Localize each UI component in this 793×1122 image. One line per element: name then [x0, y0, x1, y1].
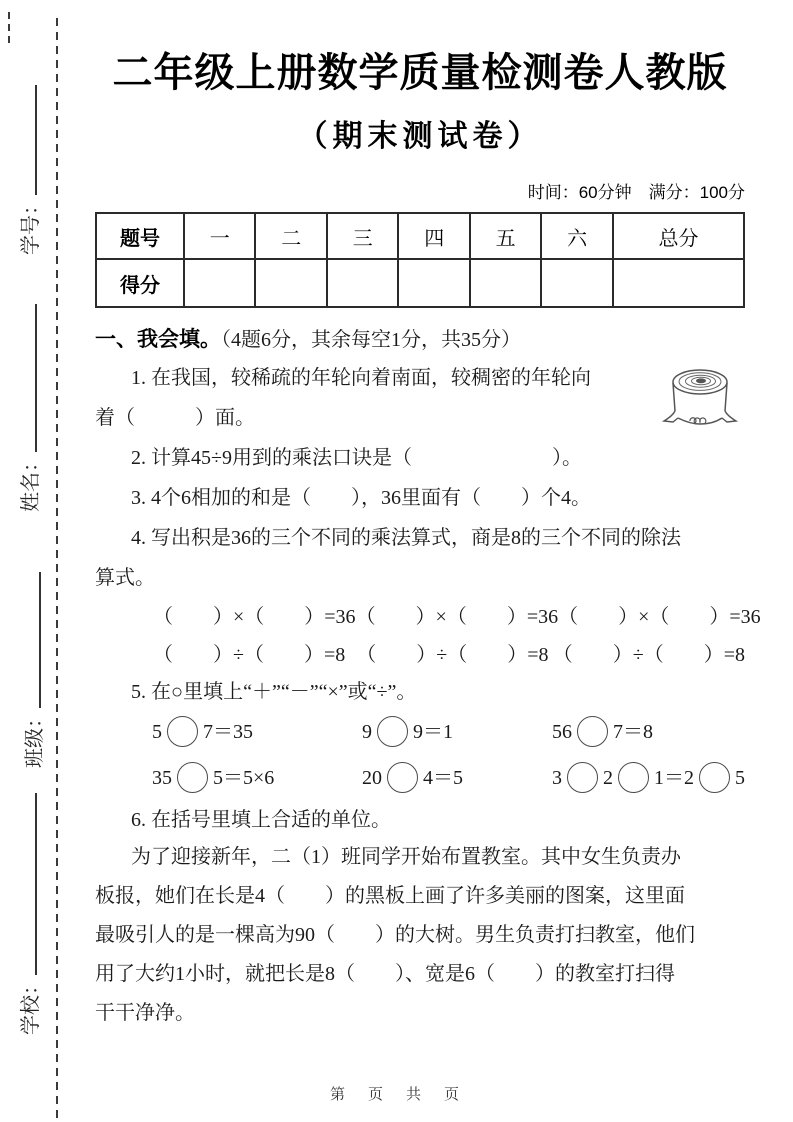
operator-equation: 20 4＝5: [362, 761, 552, 797]
score-header-cell: 五: [470, 213, 541, 259]
score-header-cell: 总分: [613, 213, 744, 259]
margin-field-student-id: [18, 85, 44, 255]
div-equation-blank[interactable]: （ ）÷（ ）=8: [356, 644, 549, 666]
score-header-cell: 六: [541, 213, 612, 259]
operator-circle-blank[interactable]: [177, 762, 208, 793]
page-title: 二年级上册数学质量检测卷人教版: [112, 51, 728, 95]
tree-stump-illustration: [657, 364, 743, 430]
exam-time-score-meta: 时间：60分钟 满分：100分: [527, 183, 745, 202]
operator-equation: 3 2 1＝2 5: [552, 761, 745, 797]
score-input-cell[interactable]: [398, 259, 469, 307]
mult-equation-blank[interactable]: （ ）×（ ）=36: [355, 606, 559, 628]
paragraph-line: 干干净净。: [95, 1002, 195, 1024]
operator-circle-blank[interactable]: [618, 762, 649, 793]
question-1-line-1: 1. 在我国，较稀疏的年轮向着南面，较稠密的年轮向: [131, 367, 591, 389]
school-label: 学校：: [20, 975, 42, 1035]
section-1-heading: [95, 326, 745, 354]
div-equation-blank[interactable]: （ ）÷（ ）=8: [552, 644, 745, 666]
question-1: [95, 358, 745, 438]
operator-circle-blank[interactable]: [387, 762, 418, 793]
operator-circle-blank[interactable]: [567, 762, 598, 793]
paragraph-line: 为了迎接新年，二（1）班同学开始布置教室。其中女生负责办: [131, 846, 681, 868]
class-blank-line[interactable]: [25, 572, 41, 708]
question-2: 2. 计算45÷9用到的乘法口诀是（ ）。: [131, 447, 582, 469]
score-table-score-row: [96, 259, 744, 307]
score-input-cell[interactable]: [184, 259, 255, 307]
margin-field-class: [22, 572, 48, 768]
operator-equation: 9 9＝1: [362, 715, 552, 751]
score-input-cell[interactable]: [255, 259, 326, 307]
section-1-title: 一、我会填。: [95, 328, 221, 351]
name-label: 姓名：: [20, 452, 42, 512]
section-1-note: （4题6分，其余每空1分，共35分）: [221, 329, 521, 351]
question-4-line-1: 4. 写出积是36的三个不同的乘法算式，商是8的三个不同的除法: [131, 527, 681, 549]
name-blank-line[interactable]: [21, 304, 37, 452]
div-equation-blank[interactable]: （ ）÷（ ）=8: [153, 644, 346, 666]
score-input-cell[interactable]: [613, 259, 744, 307]
paragraph-line: 板报，她们在长是4（ ）的黑板上画了许多美丽的图案，这里面: [95, 885, 685, 907]
score-header-cell: 四: [398, 213, 469, 259]
paragraph-line: 用了大约1小时，就把长是8（ ）、宽是6（ ）的教室打扫得: [95, 963, 675, 985]
question-5-row-1: [95, 710, 745, 756]
school-blank-line[interactable]: [21, 793, 37, 975]
score-input-cell[interactable]: [327, 259, 398, 307]
operator-equation: 35 5＝5×6: [152, 761, 362, 797]
class-label: 班级：: [24, 708, 46, 768]
seal-dashed-line: [56, 18, 58, 1122]
exam-content: [95, 30, 761, 1033]
operator-circle-blank[interactable]: [577, 716, 608, 747]
question-5-row-2: [95, 756, 745, 802]
paragraph-line: 最吸引人的是一棵高为90（ ）的大树。男生负责打扫教室，他们: [95, 924, 695, 946]
score-header-cell: 一: [184, 213, 255, 259]
question-1-line-2: 着（ ）面。: [95, 407, 255, 429]
score-header-cell: 二: [255, 213, 326, 259]
corner-cut-mark: [8, 12, 10, 46]
margin-field-school: [18, 793, 44, 1035]
question-4-division-row: [95, 636, 745, 674]
question-4-multiplication-row: [95, 598, 761, 636]
score-header-cell: 三: [327, 213, 398, 259]
question-3: 3. 4个6相加的和是（ ），36里面有（ ）个4。: [131, 487, 591, 509]
operator-equation: 5 7＝35: [152, 715, 362, 751]
score-input-cell[interactable]: [470, 259, 541, 307]
operator-circle-blank[interactable]: [699, 762, 730, 793]
question-6-heading: 6. 在括号里填上合适的单位。: [131, 809, 391, 831]
mult-equation-blank[interactable]: （ ）×（ ）=36: [153, 606, 356, 628]
operator-circle-blank[interactable]: [167, 716, 198, 747]
student-id-label: 学号：: [20, 195, 42, 255]
score-table: [95, 212, 745, 308]
question-5-heading: 5. 在○里填上“＋”“－”“×”或“÷”。: [131, 681, 417, 703]
operator-circle-blank[interactable]: [377, 716, 408, 747]
score-input-cell[interactable]: [541, 259, 612, 307]
margin-field-name: [18, 304, 44, 512]
question-6-paragraph: [95, 838, 745, 1033]
score-row-label: 得分: [96, 259, 184, 307]
page-footer: 第 页 共 页: [329, 1086, 463, 1103]
score-table-header-row: [96, 213, 744, 259]
mult-equation-blank[interactable]: （ ）×（ ）=36: [558, 606, 761, 628]
student-id-blank-line[interactable]: [21, 85, 37, 195]
score-header-cell: 题号: [96, 213, 184, 259]
page-subtitle: （期末测试卷）: [297, 120, 543, 153]
question-4-line-2: 算式。: [95, 567, 155, 589]
operator-equation: 56 7＝8: [552, 715, 653, 751]
